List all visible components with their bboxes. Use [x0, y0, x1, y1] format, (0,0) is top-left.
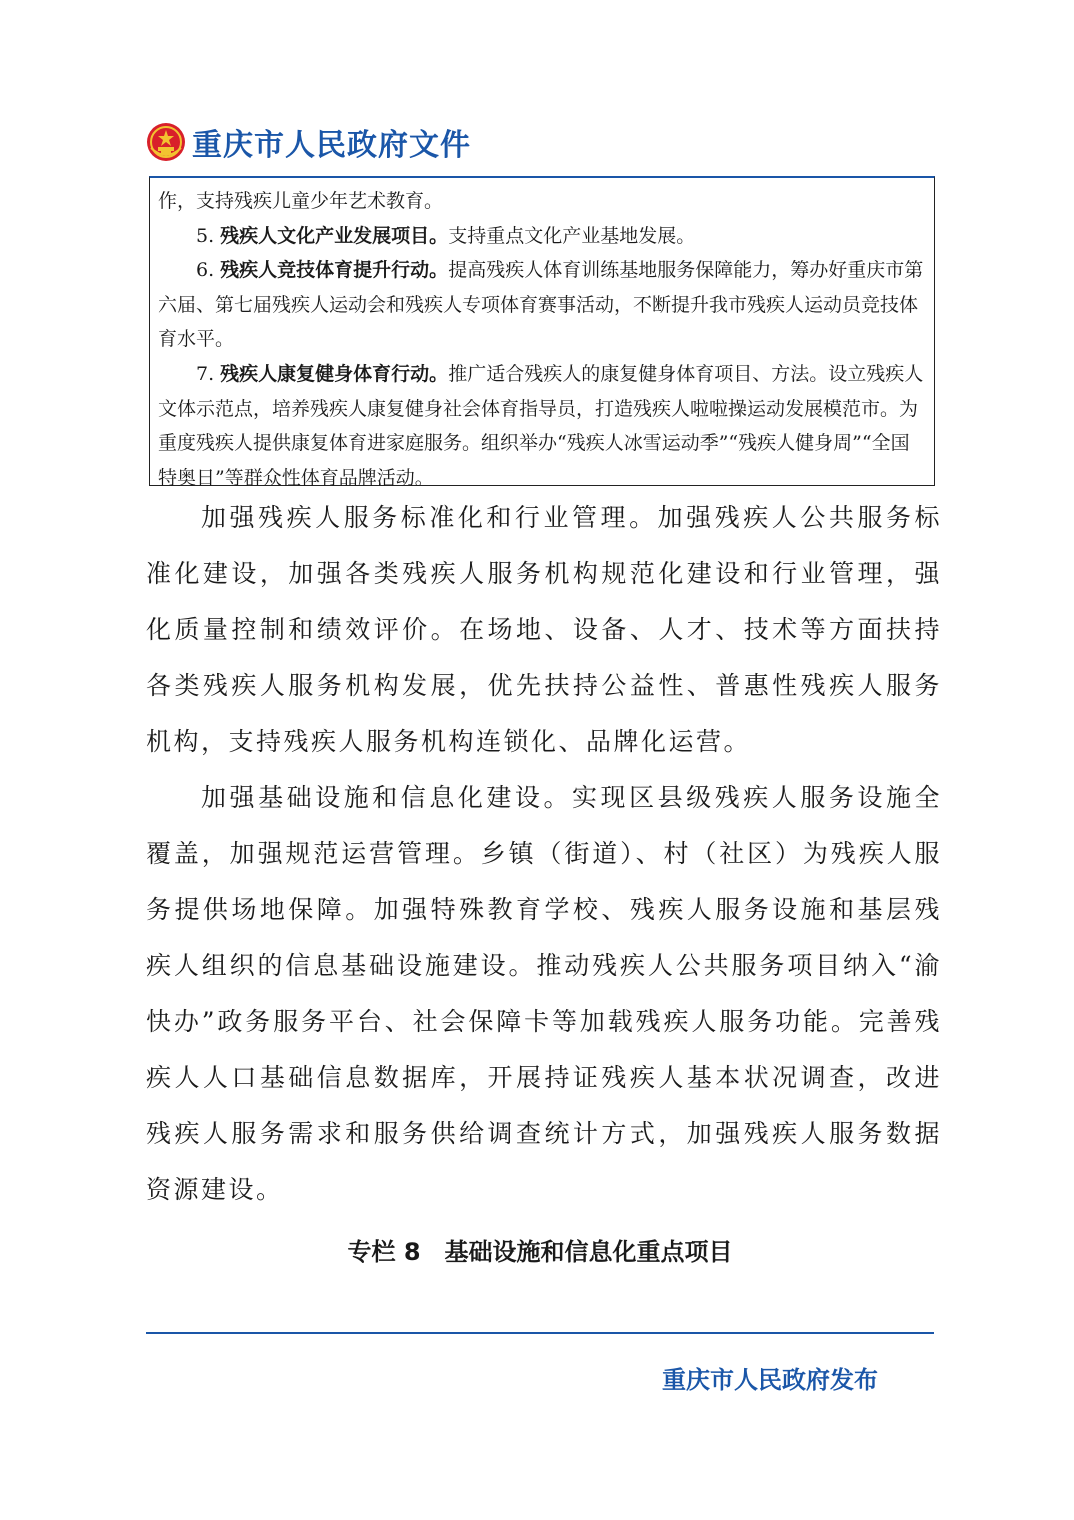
- item-number: 5.: [196, 224, 221, 247]
- column-box: [149, 176, 935, 489]
- paragraph: 加强基础设施和信息化建设。实现区县级残疾人服务设施全覆盖，加强规范运营管理。乡镇（街道）、村（社区）为残疾人服务提供场地保障。加强特殊教育学校、残疾人服务设施和基层残疾人组织的信息基础设施建设。推动残疾人公共服务项目纳入“渝快办”政务服务平台、社会保障卡等加载残疾人服务功能。完善残疾人人口基础信息数据库，开展持证残疾人基本状况调查，改进残疾人服务需求和服务供给调查统计方式，加强残疾人服务数据资源建设。: [146, 783, 942, 1204]
- item-number: 7.: [196, 362, 221, 385]
- item-heading: 残疾人竞技体育提升行动。: [220, 259, 449, 282]
- item-heading: 残疾人文化产业发展项目。: [220, 224, 449, 247]
- paragraph: 加强残疾人服务标准化和行业管理。加强残疾人公共服务标准化建设，加强各类残疾人服务机构规范化建设和行业管理，强化质量控制和绩效评价。在场地、设备、人才、技术等方面扶持各类残疾人服务机构发展，优先扶持公益性、普惠性残疾人服务机构，支持残疾人服务机构连锁化、品牌化运营。: [146, 503, 942, 756]
- item-number: 6.: [196, 259, 221, 282]
- item-text: 支持重点文化产业基地发展。: [448, 224, 696, 247]
- box-line: 作，支持残疾儿童少年艺术教育。: [158, 190, 444, 212]
- section-heading: 专栏 8 基础设施和信息化重点项目: [347, 1238, 733, 1266]
- page-header: [146, 118, 471, 166]
- item-heading: 残疾人康复健身体育行动。: [220, 362, 449, 385]
- box-item-5: [158, 219, 926, 254]
- box-item-6: [158, 253, 926, 357]
- item-text: 提高残疾人体育训练基地服务保障能力，筹办好重庆市第六届、第七届残疾人运动会和残疾人专项体育赛事活动，不断提升我市残疾人运动员竞技体育水平。: [158, 259, 924, 351]
- body-text: [146, 490, 942, 1218]
- footer-divider: [146, 1332, 934, 1334]
- box-item-7: [158, 357, 926, 495]
- national-emblem-icon: [146, 122, 186, 162]
- footer-publisher: 重庆市人民政府发布: [662, 1366, 878, 1394]
- item-text: 推广适合残疾人的康复健身体育项目、方法。设立残疾人文体示范点，培养残疾人康复健身社会体育指导员，打造残疾人啦啦操运动发展模范市。为重度残疾人提供康复体育进家庭服务。组织举办“残疾人冰雪运动季”“残疾人健身周”“全国特奥日”等群众性体育品牌活动。: [158, 362, 924, 489]
- header-title: 重庆市人民政府文件: [192, 128, 471, 163]
